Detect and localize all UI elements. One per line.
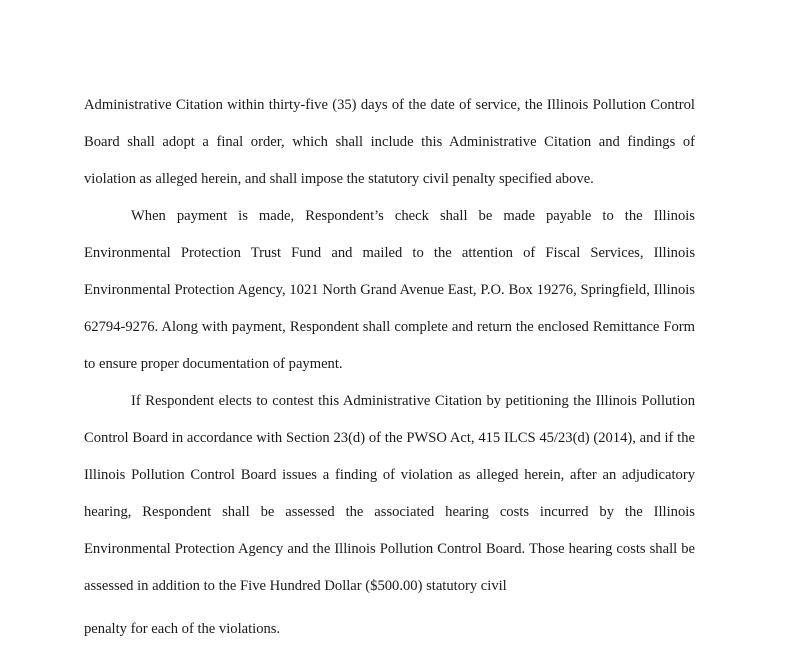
cut-off-line — [84, 605, 695, 637]
paragraph-final-order: Administrative Citation within thirty-five (35) days of the date of service, the Illinois Pollution Control Board shall adopt a final order, which shall include this Administrative Citation and findings of violation as alleged herein, and shall impose the statutory civil penalty specified above. — [84, 97, 695, 187]
paragraph-continuation-line: penalty for each of the violations. — [84, 621, 281, 637]
paragraph-contest-hearing-costs: If Respondent elects to contest this Administrative Citation by petitioning the Illinois Pollution Control Board in accordance with Section 23(d) of the PWSO Act, 415 ILCS 45/23(d) (2014), and if the Illinois Pollution Control Board issues a finding of violation as alleged herein, after an adjudicatory hearing, Respondent shall be assessed the associated hearing costs incurred by the Illinois Environmental Protection Agency and the Illinois Pollution Control Board. Those hearing costs shall be assessed in addition to the Five Hundred Dollar ($500.00) statutory civil — [84, 393, 695, 594]
paragraph-payment-instructions: When payment is made, Respondent’s check shall be made payable to the Illinois Environmental Protection Trust Fund and mailed to the attention of Fiscal Services, Illinois Environmental Protection Agency, 1021 North Grand Avenue East, P.O. Box 19276, Springfield, Illinois 62794-9276. Along with payment, Respondent shall complete and return the enclosed Remittance Form to ensure proper documentation of payment. — [84, 208, 695, 372]
